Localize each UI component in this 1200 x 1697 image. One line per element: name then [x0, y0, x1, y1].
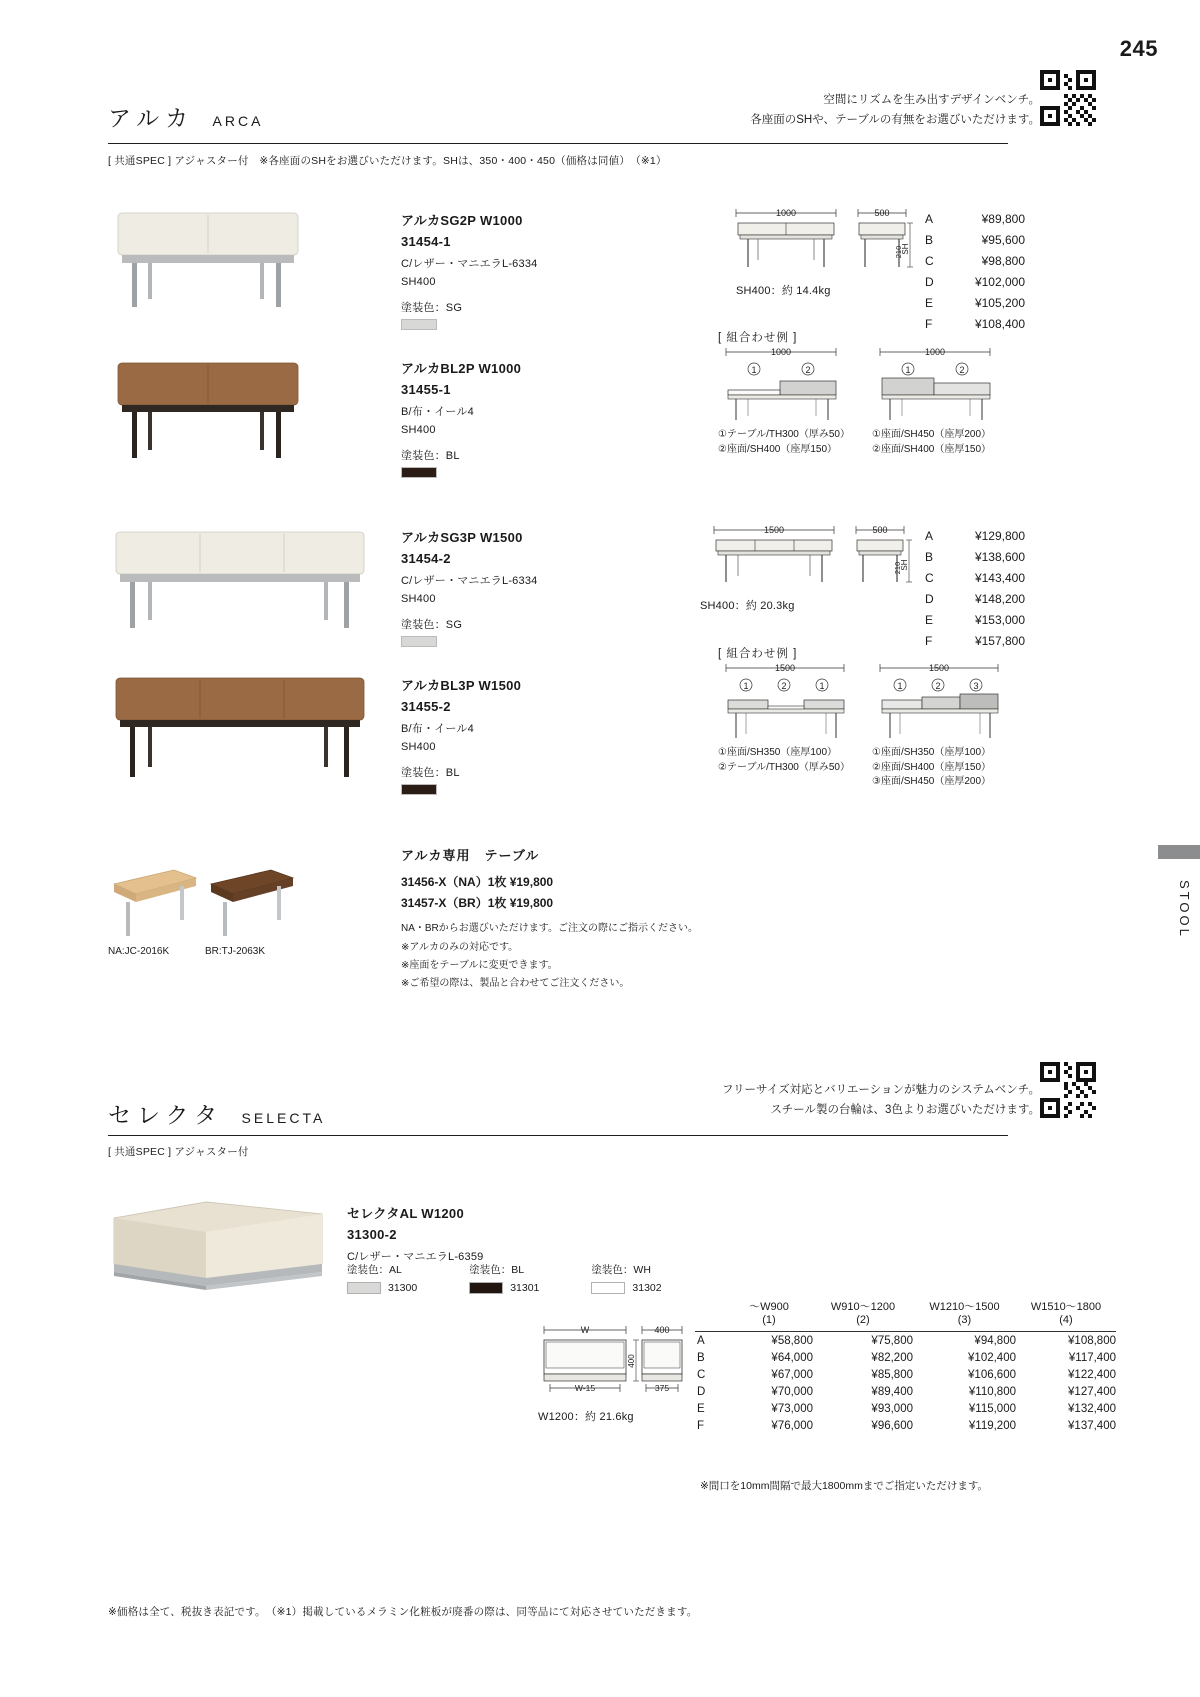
svg-text:500: 500 [874, 208, 890, 218]
cell-price: ¥67,000 [771, 1368, 813, 1381]
drawing-weight: SH400：約 20.3kg [700, 600, 795, 612]
product-material: C/レザー・マニエラL-6334 [401, 258, 538, 270]
col-range: W1510〜1800 [1030, 1301, 1102, 1313]
selecta-table-note: ※間口を10mm間隔で最大1800mmまでご指定いただけます。 [700, 1480, 988, 1492]
combo-caption-line: ①座面/SH450（座厚200） [872, 429, 992, 440]
combo-caption-line: ①座面/SH350（座厚100） [872, 747, 992, 758]
table-option-note2: ※アルカのみの対応です。 [401, 942, 519, 953]
cell-price: ¥127,400 [1068, 1385, 1116, 1398]
table-row [695, 1349, 1116, 1366]
selecta-title-jp: セレクタ [108, 1102, 224, 1128]
table-option-line1: 31456-X（NA）1枚 ¥19,800 [401, 875, 554, 889]
cell-price: ¥115,000 [968, 1402, 1016, 1415]
table-header-col2 [813, 1298, 913, 1332]
table-row [695, 1366, 1116, 1383]
svg-text:2: 2 [781, 681, 787, 691]
cell-price: ¥64,000 [771, 1351, 813, 1364]
paint-color-box [347, 1282, 381, 1294]
page-number: 245 [1119, 36, 1158, 61]
dimension-drawing-w1000 [718, 205, 918, 298]
drawing-weight: W1200：約 21.6kg [538, 1411, 634, 1423]
selecta-price-table [695, 1298, 1116, 1434]
price-key: B [925, 233, 934, 247]
paint-color-box [469, 1282, 503, 1294]
row-key: C [697, 1368, 706, 1381]
price-key: E [925, 613, 934, 627]
combo-caption-line: ③座面/SH450（座厚200） [872, 776, 992, 787]
product-name: アルカBL3P W1500 [401, 678, 522, 693]
table-option-note1: NA・BRからお選びいただけます。ご注文の際にご指示ください。 [401, 923, 698, 934]
product-name: アルカSG3P W1500 [401, 530, 523, 545]
svg-text:SH: SH [901, 243, 910, 255]
product-code: 31454-1 [401, 234, 451, 249]
svg-text:400: 400 [654, 1325, 670, 1335]
selecta-paint-swatches [347, 1262, 662, 1294]
row-key: B [697, 1351, 705, 1364]
paint-color-box [591, 1282, 625, 1294]
product-paint-label: 塗装色：SG [401, 302, 463, 314]
paint-label: 塗装色：WH [591, 1264, 651, 1276]
cell-price: ¥73,000 [771, 1402, 813, 1415]
price-value: ¥153,000 [974, 613, 1025, 627]
col-index: (3) [957, 1314, 972, 1326]
arca-spec-line: [ 共通SPEC ] アジャスター付 ※各座面のSHをお選びいただけます。SHは、350・400・450（価格は同値） （※1） [108, 155, 667, 167]
combo-caption-line: ②座面/SH400（座厚150） [872, 443, 992, 455]
price-row [925, 610, 1025, 631]
product-info-arca-sg3p [401, 527, 681, 647]
price-value: ¥129,800 [974, 529, 1025, 543]
col-range: W1210〜1500 [929, 1301, 1000, 1313]
svg-text:1500: 1500 [928, 663, 950, 673]
thumb-tab-label: STOOL [1177, 880, 1192, 939]
cell-price: ¥93,000 [871, 1402, 913, 1415]
paint-swatch-al [347, 1262, 417, 1294]
price-row [925, 568, 1025, 589]
paint-swatch-bl [469, 1262, 539, 1294]
product-name: アルカSG2P W1000 [401, 213, 523, 228]
svg-text:1000: 1000 [770, 347, 792, 357]
product-sh: SH400 [401, 741, 436, 753]
product-info-arca-bl2p [401, 358, 681, 478]
combo-caption-line: ②座面/SH400（座厚150） [872, 761, 992, 773]
combo-caption-line: ②座面/SH400（座厚150） [718, 443, 838, 455]
price-key: E [925, 296, 934, 310]
cell-price: ¥110,800 [968, 1385, 1016, 1398]
table-option-swatch-br [205, 848, 297, 945]
product-photo-arca-sg3p [108, 522, 383, 642]
product-photo-arca-bl3p [108, 668, 383, 791]
table-option-swatch-na [108, 848, 200, 945]
product-material: C/レザー・マニエラL-6359 [347, 1251, 484, 1263]
product-code: 31300-2 [347, 1227, 397, 1242]
svg-text:2: 2 [935, 681, 941, 691]
table-header-col1 [725, 1298, 813, 1332]
svg-text:210: 210 [893, 561, 902, 575]
svg-text:210: 210 [894, 245, 903, 259]
product-name: セレクタAL W1200 [347, 1206, 464, 1221]
selecta-section-heading [108, 1097, 325, 1130]
price-row [925, 547, 1025, 568]
product-info-arca-sg2p [401, 210, 681, 330]
price-value: ¥105,200 [974, 296, 1025, 310]
product-paint-label: 塗装色：BL [401, 450, 460, 462]
price-row [925, 272, 1025, 293]
svg-text:1000: 1000 [924, 347, 946, 357]
cell-price: ¥89,400 [871, 1385, 913, 1398]
svg-text:375: 375 [654, 1383, 670, 1393]
price-row [925, 526, 1025, 547]
col-range: 〜W900 [749, 1301, 789, 1313]
price-value: ¥98,800 [981, 254, 1025, 268]
price-row [925, 293, 1025, 314]
table-swatch-label-na: NA:JC-2016K [108, 946, 170, 957]
product-paint-swatch [401, 467, 437, 478]
cell-price: ¥76,000 [771, 1419, 813, 1432]
price-value: ¥148,200 [974, 592, 1025, 606]
svg-text:1: 1 [897, 681, 903, 691]
selecta-title-en: SELECTA [241, 1110, 326, 1126]
price-value: ¥143,400 [974, 571, 1025, 585]
product-paint-swatch [401, 636, 437, 647]
col-index: (1) [762, 1314, 776, 1326]
footer-note: ※価格は全て、税抜き表記です。 （※1）掲載しているメラミン化粧板が廃番の際は、同等品にて対応させていただきます。 [108, 1606, 698, 1618]
combo-drawing-1a [718, 346, 853, 429]
cell-price: ¥132,400 [1068, 1402, 1116, 1415]
cell-price: ¥82,200 [871, 1351, 913, 1364]
svg-text:1000: 1000 [775, 208, 797, 218]
price-list-arca-w1500 [925, 526, 1025, 652]
paint-label: 塗装色：AL [347, 1264, 402, 1276]
row-key: F [697, 1419, 705, 1432]
price-key: F [925, 317, 933, 331]
cell-price: ¥117,400 [1068, 1351, 1116, 1364]
svg-text:2: 2 [959, 365, 965, 375]
arca-title-en: ARCA [212, 113, 264, 129]
arca-lead [750, 90, 1040, 130]
cell-price: ¥102,400 [968, 1351, 1016, 1364]
cell-price: ¥108,800 [1068, 1334, 1116, 1347]
svg-text:1: 1 [743, 681, 749, 691]
combo-caption-2b [872, 746, 991, 790]
product-paint-label: 塗装色：BL [401, 767, 460, 779]
cell-price: ¥122,400 [1068, 1368, 1116, 1381]
svg-text:SH: SH [900, 559, 909, 571]
cell-price: ¥70,000 [771, 1385, 813, 1398]
row-key: E [697, 1402, 705, 1415]
table-row [695, 1332, 1116, 1350]
table-header-blank [695, 1298, 725, 1332]
price-key: D [925, 592, 934, 606]
combo-caption-1a [718, 428, 850, 457]
table-header-row [695, 1298, 1116, 1332]
cell-price: ¥85,800 [871, 1368, 913, 1381]
price-value: ¥108,400 [974, 317, 1025, 331]
svg-text:W: W [580, 1325, 590, 1335]
svg-text:2: 2 [805, 365, 811, 375]
svg-text:1: 1 [751, 365, 757, 375]
price-list-arca-w1000 [925, 209, 1025, 335]
product-material: C/レザー・マニエラL-6334 [401, 575, 538, 587]
price-value: ¥138,600 [974, 550, 1025, 564]
table-option-title: アルカ専用 テーブル [401, 848, 540, 863]
cell-price: ¥58,800 [771, 1334, 813, 1347]
svg-text:1: 1 [819, 681, 825, 691]
price-key: C [925, 571, 934, 585]
product-info-selecta [347, 1203, 647, 1264]
combo-drawing-2b [872, 662, 1014, 749]
dimension-drawing-selecta [530, 1322, 690, 1424]
selecta-spec-line: [ 共通SPEC ] アジャスター付 [108, 1146, 249, 1158]
combo-heading-2: [ 組合わせ例 ] [718, 648, 798, 660]
price-row [925, 209, 1025, 230]
table-row [695, 1400, 1116, 1417]
selecta-lead-line1: フリーサイズ対応とバリエーションが魅力のシステムベンチ。 [722, 1084, 1040, 1096]
product-sh: SH400 [401, 593, 436, 605]
table-option-info [401, 845, 731, 989]
table-row [695, 1417, 1116, 1434]
product-paint-swatch [401, 319, 437, 330]
price-key: D [925, 275, 934, 289]
product-code: 31454-2 [401, 551, 451, 566]
price-key: B [925, 550, 934, 564]
price-row [925, 230, 1025, 251]
product-code: 31455-1 [401, 382, 451, 397]
svg-text:W-15: W-15 [574, 1383, 596, 1393]
combo-caption-line: ①座面/SH350（座厚100） [718, 747, 838, 758]
product-sh: SH400 [401, 424, 436, 436]
product-material: B/布・イール4 [401, 406, 474, 418]
arca-divider [108, 143, 1008, 144]
price-row [925, 631, 1025, 652]
col-index: (2) [856, 1314, 870, 1326]
col-range: W910〜1200 [830, 1301, 896, 1313]
cell-price: ¥106,600 [968, 1368, 1016, 1381]
table-row [695, 1383, 1116, 1400]
product-paint-swatch [401, 784, 437, 795]
price-key: A [925, 212, 934, 226]
price-key: F [925, 634, 933, 648]
combo-caption-2a [718, 746, 850, 775]
cell-price: ¥96,600 [871, 1419, 913, 1432]
product-paint-label: 塗装色：SG [401, 619, 463, 631]
price-value: ¥95,600 [981, 233, 1025, 247]
price-row [925, 251, 1025, 272]
drawing-weight: SH400：約 14.4kg [736, 285, 831, 297]
product-photo-selecta [100, 1190, 330, 1305]
table-option-note3: ※座面をテーブルに変更できます。 [401, 960, 558, 971]
combo-drawing-2a [718, 662, 860, 749]
paint-code: 31301 [510, 1282, 540, 1294]
price-value: ¥157,800 [974, 634, 1025, 648]
table-header-col3 [913, 1298, 1016, 1332]
table-header-col4 [1016, 1298, 1116, 1332]
product-photo-arca-bl2p [108, 355, 323, 470]
selecta-qr-code[interactable] [1040, 1062, 1096, 1118]
combo-caption-line: ①テーブル/TH300（厚み50） [718, 429, 850, 440]
cell-price: ¥137,400 [1068, 1419, 1116, 1432]
cell-price: ¥94,800 [974, 1334, 1016, 1347]
product-info-arca-bl3p [401, 675, 681, 795]
price-value: ¥102,000 [974, 275, 1025, 289]
price-key: C [925, 254, 934, 268]
price-key: A [925, 529, 934, 543]
svg-text:500: 500 [872, 525, 888, 535]
selecta-divider [108, 1135, 1008, 1136]
product-sh: SH400 [401, 276, 436, 288]
combo-drawing-1b [872, 346, 1007, 429]
row-key: A [697, 1334, 705, 1347]
arca-title-jp: アルカ [108, 105, 195, 131]
paint-swatch-wh [591, 1262, 661, 1294]
paint-code: 31302 [632, 1282, 662, 1294]
row-key: D [697, 1385, 706, 1398]
combo-caption-line: ②テーブル/TH300（厚み50） [718, 761, 850, 773]
svg-text:3: 3 [973, 681, 979, 691]
cell-price: ¥75,800 [871, 1334, 913, 1347]
table-swatch-label-br: BR:TJ-2063K [205, 946, 266, 957]
arca-section-heading [108, 100, 263, 133]
product-photo-arca-sg2p [108, 205, 323, 320]
paint-label: 塗装色：BL [469, 1264, 525, 1276]
thumb-tab-bar [1158, 845, 1200, 859]
selecta-lead [722, 1080, 1040, 1120]
svg-text:1500: 1500 [774, 663, 796, 673]
product-material: B/布・イール4 [401, 723, 474, 735]
price-value: ¥89,800 [981, 212, 1025, 226]
combo-heading-1: [ 組合わせ例 ] [718, 332, 798, 344]
col-index: (4) [1059, 1314, 1073, 1326]
table-option-note4: ※ご希望の際は、製品と合わせてご注文ください。 [401, 978, 630, 989]
dimension-drawing-w1500 [700, 522, 918, 613]
product-name: アルカBL2P W1000 [401, 361, 522, 376]
table-option-line2: 31457-X（BR）1枚 ¥19,800 [401, 896, 554, 910]
svg-text:400: 400 [627, 1354, 636, 1368]
cell-price: ¥119,200 [968, 1419, 1016, 1432]
svg-text:1500: 1500 [763, 525, 785, 535]
arca-lead-line2: 各座面のSHや、テーブルの有無をお選びいただけます。 [750, 114, 1040, 127]
arca-qr-code[interactable] [1040, 70, 1096, 126]
price-row [925, 314, 1025, 335]
product-code: 31455-2 [401, 699, 451, 714]
arca-lead-line1: 空間にリズムを生み出すデザインベンチ。 [823, 94, 1040, 106]
svg-text:1: 1 [905, 365, 911, 375]
price-row [925, 589, 1025, 610]
paint-code: 31300 [388, 1282, 418, 1294]
selecta-lead-line2: スチール製の台輪は、3色よりお選びいただけます。 [770, 1104, 1040, 1117]
combo-caption-1b [872, 428, 991, 457]
